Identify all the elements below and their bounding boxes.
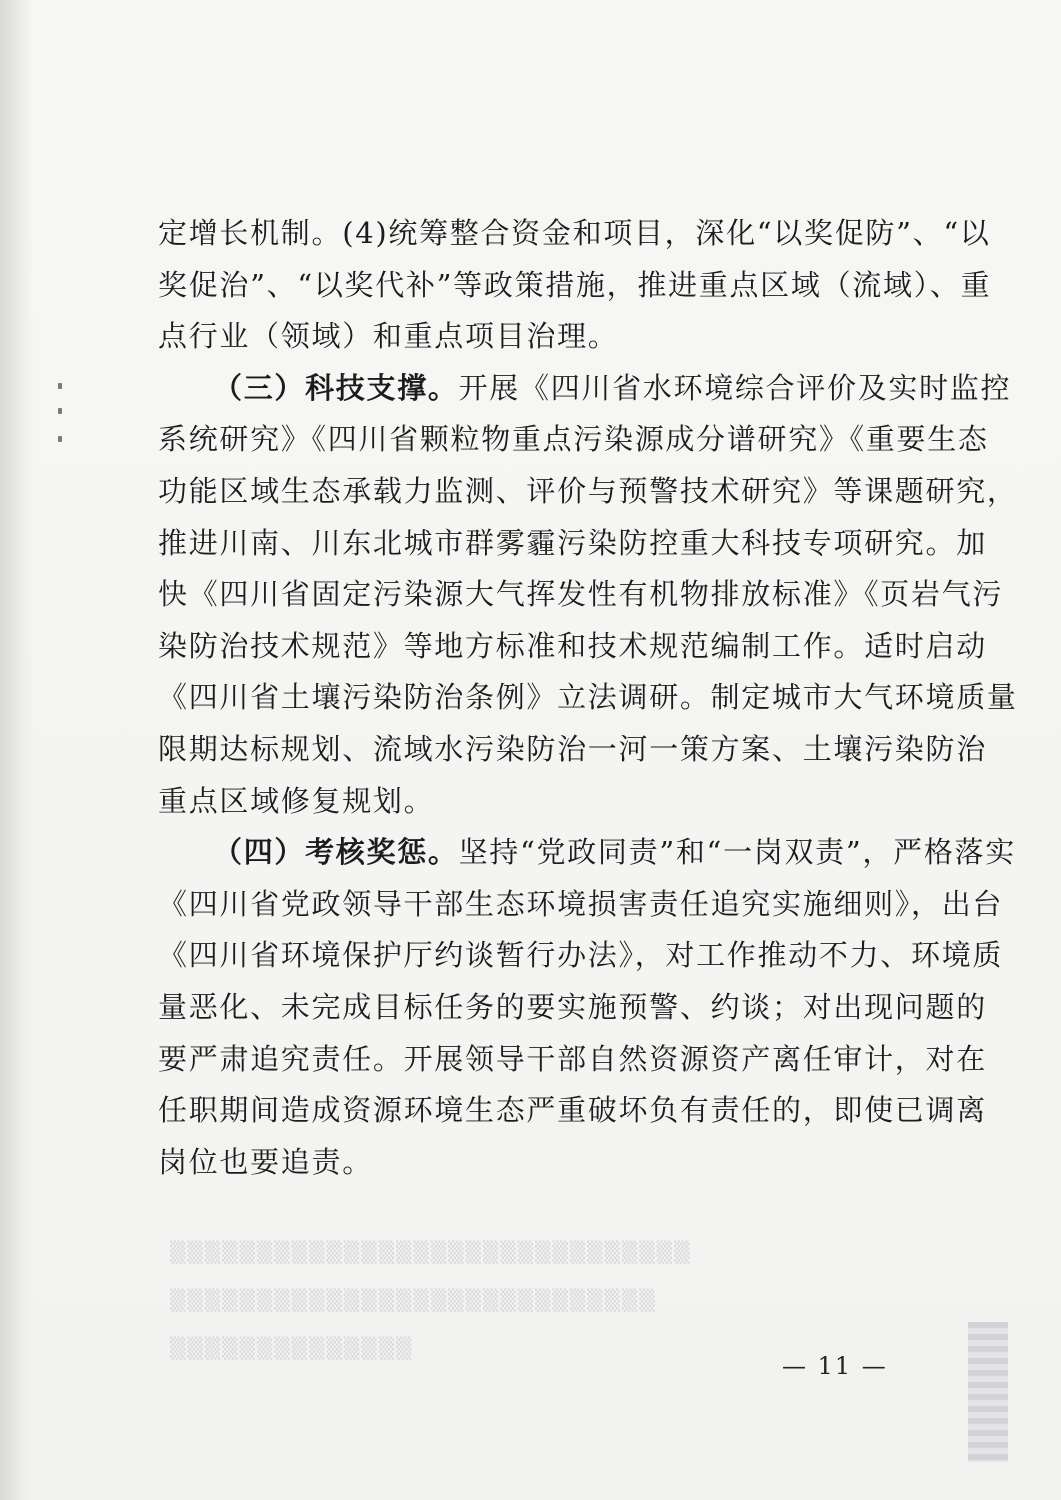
binding-hole-mark — [58, 436, 62, 442]
paragraph-assessment — [158, 827, 1016, 879]
show-through-bleed: ▒▒▒▒▒▒▒▒▒▒▒▒▒▒ — [170, 1336, 414, 1360]
text-line: 《四川省土壤污染防治条例》立法调研。制定城市大气环境质量 — [158, 680, 1018, 715]
binding-hole-mark — [58, 383, 62, 389]
heading-tech-support: （三）科技支撑。 — [213, 370, 459, 405]
text-line: 《四川省党政领导干部生态环境损害责任追究实施细则》，出台 — [158, 886, 1004, 921]
text-line: 限期达标规划、流域水污染防治一河一策方案、土壤污染防治 — [158, 731, 987, 766]
text-line: 要严肃追究责任。开展领导干部自然资源资产离任审计，对在 — [158, 1041, 987, 1076]
text-line: 点行业（领域）和重点项目治理。 — [158, 319, 619, 354]
text-line: 定增长机制。(4)统筹整合资金和项目，深化“以奖促防”、“以 — [158, 216, 991, 250]
text-line: 任职期间造成资源环境生态严重破坏负有责任的，即使已调离 — [158, 1093, 987, 1128]
text-line: 染防治技术规范》等地方标准和技术规范编制工作。适时启动 — [158, 628, 987, 663]
paragraph-tech-support — [158, 363, 1012, 415]
body-text — [158, 208, 1018, 1188]
text-line: 重点区域修复规划。 — [158, 783, 435, 818]
text-line: 快《四川省固定污染源大气挥发性有机物排放标准》《页岩气污 — [158, 577, 1004, 612]
text-line: 推进川南、川东北城市群雾霾污染防控重大科技专项研究。加 — [158, 525, 987, 560]
text-line: 奖促治”、“以奖代补”等政策措施，推进重点区域（流域）、重 — [158, 267, 992, 302]
text-line: 系统研究》《四川省颗粒物重点污染源成分谱研究》《重要生态 — [158, 422, 989, 457]
heading-assessment: （四）考核奖惩。 — [213, 835, 459, 870]
page-number: — 11 — — [782, 1352, 888, 1380]
text-line: 坚持“党政同责”和“一岗双责”，严格落实 — [458, 835, 1016, 870]
binding-edge — [0, 0, 34, 1500]
text-line: 《四川省环境保护厅约谈暂行办法》，对工作推动不力、环境质 — [158, 938, 1004, 973]
text-line: 开展《四川省水环境综合评价及实时监控 — [458, 370, 1012, 405]
text-line: 岗位也要追责。 — [158, 1144, 373, 1179]
text-line: 功能区域生态承载力监测、评价与预警技术研究》等课题研究， — [158, 473, 1018, 508]
show-through-bleed: ▒▒▒▒▒▒▒▒▒▒▒▒▒▒▒▒▒▒▒▒▒▒▒▒▒▒▒▒ — [170, 1288, 657, 1312]
text-line: 量恶化、未完成目标任务的要实施预警、约谈；对出现问题的 — [158, 989, 987, 1024]
show-through-bleed: ▒▒▒▒▒▒▒▒▒▒▒▒▒▒▒▒▒▒▒▒▒▒▒▒▒▒▒▒▒▒ — [170, 1240, 692, 1264]
edge-stamp — [968, 1322, 1008, 1462]
binding-hole-mark — [58, 408, 62, 414]
